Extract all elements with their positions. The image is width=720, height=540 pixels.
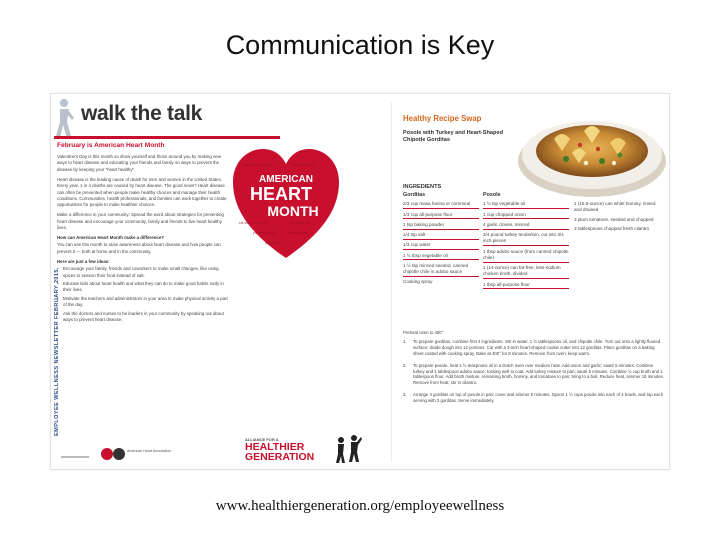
ingredient-row: 1 (15.5-ounce) can white hominy, rinsed and drained <box>574 201 656 213</box>
recipe-subtitle: Posole with Turkey and Heart-Shaped Chipotle Gorditas <box>403 130 503 144</box>
source-url: www.healthiergeneration.org/employeewellness <box>215 498 505 514</box>
list-item: • Motivate the teachers and administrators in your area to make physical activity a part of the day. <box>57 296 229 309</box>
aha-label: American Heart Association <box>127 449 172 453</box>
ingredient-row: 1 tbsp adobo sauce (from canned chipotle chile) <box>483 248 569 263</box>
logo-small-text: ALLIANCE FOR A <box>245 437 279 442</box>
step-text: To prepare posole, heat 1 ½ teaspoons oil in a Dutch oven over medium heat. Add onion and garlic; sauté 5 minutes. Combine turkey and 1 tablespoon adobo sauce, tossing well to coat. Add turkey mixture to pan; sauté 5 minutes. Combine ½ cup broth and 1 tablespoon flour. Add broth mixture, remaining broth, hominy, and tomatoes to pan; bring to a boil. Reduce heat, simmer 15 minutes. Remove from heat; stir in cilantro. <box>413 362 664 386</box>
article-paragraph: Valentine's Day is this month so show yourself and those around you by making new ways to heart disease and educating your friends and family on ways to prevent the disease by keeping your "heart healthy". <box>57 154 222 172</box>
ingredient-row: 1 cup chopped onion <box>483 211 569 220</box>
gorditas-ingredients <box>403 192 479 288</box>
article-subheading: Here are just a few ideas: <box>57 258 110 264</box>
ingredient-row: 1/3 cup water <box>403 241 479 250</box>
healthier-generation-logo <box>245 432 365 466</box>
ingredient-row: 1 tbsp all-purpose flour <box>483 281 569 290</box>
ideas-list <box>57 266 229 323</box>
newsletter-image <box>50 93 670 470</box>
extra-ingredients <box>574 200 664 234</box>
slide-title: Communication is Key <box>225 30 495 60</box>
posole-ingredients <box>483 192 569 291</box>
recipe-step <box>403 339 665 357</box>
svg-text:be active rest: be active rest <box>291 221 310 225</box>
logo-line: HEALTHIER <box>245 441 305 453</box>
ingredient-row: 1 ½ tbsp vegetable oil <box>403 252 479 261</box>
newsletter-brand: walk the talk <box>81 102 202 125</box>
step-number: 2. <box>403 362 407 368</box>
step-number: 3. <box>403 392 407 398</box>
ingredient-row: 3 tablespoons chopped fresh cilantro <box>574 225 650 231</box>
recipe-steps <box>403 330 665 410</box>
ingredient-row: 1/4 tsp salt <box>403 231 479 240</box>
article-subheading: How can American Heart Month make a difference? <box>57 234 164 240</box>
aha-logo-icon <box>61 442 181 466</box>
posole-photo-icon <box>514 99 668 197</box>
ingredient-row: 3 plum tomatoes, seeded and chopped <box>574 216 654 222</box>
svg-text:eat well move more: eat well move more <box>239 221 267 225</box>
ingredient-row: Cooking spray <box>403 279 433 285</box>
svg-text:health love care walk: health love care walk <box>243 163 273 167</box>
recipe-step <box>403 392 665 404</box>
heart-word-month: MONTH <box>267 203 319 219</box>
heart-word-american: AMERICAN <box>259 174 313 185</box>
recipe-step <box>403 363 665 387</box>
ingredient-row: 3/4 pound turkey tenderloin, cut into 3/4 inch pieces <box>483 231 569 246</box>
recipe-title: Healthy Recipe Swap <box>403 114 482 123</box>
step-text: To prepare gorditas, combine first 4 ingredients. Stir in water, 1 ½ tablespoons oil, and chipotle chile. Turn out onto a lightly floured surface; divide dough into 12 portions. Cut with a 3-inch heart-shaped cookie cutter into 12 gorditas. Place gorditas on a baking sheet coated with cooking spray. Bake at 400° for 8 minutes. Remove from oven; keep warm. <box>413 338 661 356</box>
article-paragraph: Heart disease is the leading cause of death for men and women in the United States. Every year, 1 in 4 deaths are caused by heart disease. The good news? Heart disease can often be prevented when people make healthy choices and manage their health conditions. Communities, health professionals, and families can work together to create opportunities for people to make healthier choices. <box>57 176 227 208</box>
logo-big-text <box>245 442 314 462</box>
heart-month-graphic <box>231 146 341 261</box>
article-paragraph: You can use this month to raise awareness about heart disease and how people can prevent it — both at home and in the community. <box>57 242 221 254</box>
step-number: 1. <box>403 338 407 344</box>
svg-text:friends share: friends share <box>289 231 308 235</box>
ingredient-row: 1 ½ tsp vegetable oil <box>483 200 569 209</box>
svg-text:stay strong: stay strong <box>265 241 281 245</box>
list-item: • Ask the doctors and nurses to be leaders in your community by speaking out about ways to prevent heart disease. <box>57 311 229 324</box>
svg-text:prevent protect: prevent protect <box>253 231 275 235</box>
article-column <box>57 154 229 325</box>
article-paragraph: Make a difference in your community: Spread the word about strategies for preventing heart disease and encourage your community, family and friends to live heart healthy lives. <box>57 212 224 231</box>
ingredients-heading: INGREDIENTS <box>403 184 442 190</box>
svg-text:heart life family: heart life family <box>293 163 315 167</box>
page-divider <box>391 102 392 462</box>
ingredient-row: 1/3 cup all-purpose flour <box>403 211 479 220</box>
list-item: • Educate kids about heart health and what they can do to make good habits early in their lives. <box>57 281 229 294</box>
month-heading: February is American Heart Month <box>57 142 165 149</box>
newsletter-side-label: EMPLOYEE WELLNESS NEWSLETTER FEBRUARY 2015 <box>54 269 60 436</box>
list-item: • Encourage your family, friends and coworkers to make small changes, like using spices to season their food instead of salt. <box>57 266 229 279</box>
ingredient-row: 4 garlic cloves, minced <box>483 221 569 230</box>
preheat-text: Preheat oven to 400°. <box>403 330 445 335</box>
logo-line: GENERATION <box>245 451 315 463</box>
ingredient-row: 1 ½ tsp minced seeded, canned chipotle chile in adobo sauce <box>403 262 479 277</box>
ingredient-row: 1 (14-ounce) can fat-free, less-sodium chicken broth, divided <box>483 264 569 279</box>
ingredient-row: 1 tsp baking powder <box>403 221 479 230</box>
heart-word-heart: HEART <box>250 184 312 204</box>
ingredient-row: 2/3 cup masa harina or cornmeal <box>403 200 479 209</box>
people-figures-icon <box>333 434 363 464</box>
column-title: Posole <box>483 192 501 198</box>
step-text: Arrange 4 gorditas on top of posole in pan; cover and simmer 5 minutes. Spoon 1 ½ cups posole into each of 4 bowls, and top each serving with 3 gorditas. Serve immediately. <box>413 392 664 404</box>
header-rule <box>54 136 280 139</box>
column-title: Gorditas <box>403 192 426 198</box>
